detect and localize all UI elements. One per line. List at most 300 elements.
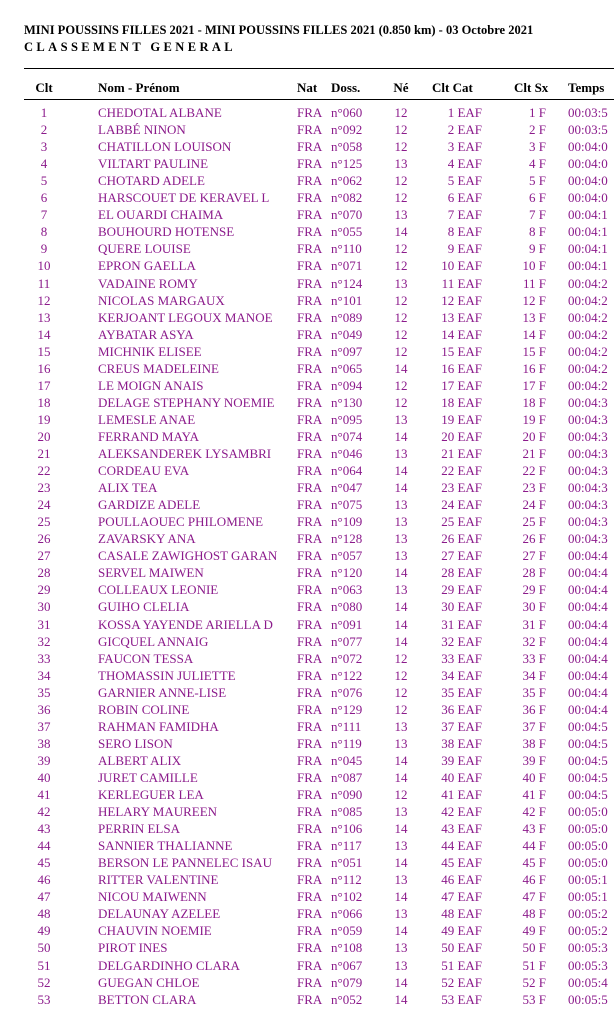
document-title: MINI POUSSINS FILLES 2021 - MINI POUSSINS FILLES 2021 (0.850 km) - 03 Octobre 2021 [24, 23, 534, 37]
row-ne: 12 [394, 122, 408, 138]
row-nom: PERRIN ELSA [98, 821, 180, 837]
row-clt: 20 [37, 428, 51, 444]
row-temps: 00:04:2 [568, 377, 608, 393]
row-clt: 47 [37, 889, 51, 905]
table-row [0, 411, 614, 428]
row-temps: 00:04:2 [568, 360, 608, 376]
row-clt-sx: 20 F [522, 428, 546, 444]
row-nat: FRA [297, 207, 323, 223]
row-temps: 00:04:4 [568, 701, 608, 717]
row-doss: n°064 [331, 463, 363, 479]
row-doss: n°085 [331, 804, 363, 820]
row-nat: FRA [297, 224, 323, 240]
row-temps: 00:04:1 [568, 224, 608, 240]
row-temps: 00:04:4 [568, 650, 608, 666]
header-top-rule [24, 68, 614, 69]
row-clt-cat: 21 EAF [441, 446, 482, 461]
row-clt-sx: 1 F [529, 105, 546, 120]
row-doss: n°095 [331, 411, 363, 427]
row-clt: 6 [40, 190, 48, 206]
table-row [0, 257, 614, 274]
row-ne: 12 [394, 326, 408, 342]
row-doss: n°066 [331, 906, 363, 922]
row-clt: 11 [37, 275, 51, 291]
row-clt-cat: 23 EAF [441, 480, 482, 496]
row-ne: 13 [394, 838, 408, 854]
row-doss: n°110 [331, 241, 362, 257]
row-ne: 13 [394, 531, 408, 547]
table-row [0, 871, 614, 888]
table-row [0, 428, 614, 445]
row-nom: ALEKSANDEREK LYSAMBRI [98, 446, 272, 461]
row-nom: ROBIN COLINE [98, 701, 190, 717]
row-clt-sx: 49 F [522, 923, 546, 939]
row-clt-cat: 11 EAF [441, 275, 482, 291]
row-nat: FRA [297, 769, 323, 785]
row-doss: n°058 [331, 139, 363, 155]
row-doss: n°076 [331, 684, 363, 700]
row-doss: n°087 [331, 769, 363, 785]
row-temps: 00:04:2 [568, 309, 608, 325]
row-clt: 52 [37, 974, 51, 990]
row-ne: 13 [394, 207, 408, 223]
row-nat: FRA [297, 923, 323, 939]
row-ne: 13 [394, 548, 408, 564]
row-ne: 12 [394, 309, 408, 325]
header-nom: Nom - Prénom [98, 80, 180, 95]
table-row [0, 377, 614, 394]
row-clt-cat: 8 EAF [447, 224, 482, 240]
row-clt-sx: 11 F [523, 275, 546, 291]
table-row [0, 564, 614, 581]
row-clt: 37 [37, 718, 51, 734]
row-doss: n°108 [331, 940, 363, 956]
table-row [0, 905, 614, 922]
row-clt: 17 [37, 377, 51, 393]
row-nat: FRA [297, 752, 323, 768]
row-nom: KERLEGUER LEA [98, 787, 204, 802]
row-nom: VADAINE ROMY [98, 275, 198, 291]
row-nat: FRA [297, 428, 323, 444]
row-clt-cat: 1 EAF [447, 105, 482, 120]
table-row [0, 616, 614, 633]
row-clt: 28 [37, 565, 51, 581]
row-nat: FRA [297, 122, 323, 138]
row-clt-cat: 45 EAF [441, 855, 482, 871]
row-clt: 40 [37, 769, 51, 785]
row-temps: 00:05:5 [568, 991, 608, 1007]
row-nat: FRA [297, 411, 323, 427]
row-clt-cat: 15 EAF [441, 343, 482, 359]
row-doss: n°129 [331, 701, 363, 717]
row-nom: CHAUVIN NOEMIE [98, 923, 212, 939]
row-ne: 12 [394, 343, 408, 359]
row-clt-cat: 48 EAF [441, 906, 482, 922]
row-clt-sx: 9 F [529, 241, 546, 257]
row-clt-cat: 10 EAF [441, 258, 482, 274]
row-clt: 30 [37, 599, 51, 615]
row-nom: SERVEL MAIWEN [98, 565, 204, 581]
row-ne: 12 [394, 241, 408, 257]
row-nat: FRA [297, 377, 323, 393]
row-clt-sx: 41 F [522, 787, 546, 802]
row-nat: FRA [297, 957, 323, 973]
row-clt-sx: 8 F [529, 224, 546, 240]
row-nom: NICOLAS MARGAUX [98, 292, 225, 308]
row-clt-cat: 22 EAF [441, 463, 482, 479]
row-clt-cat: 52 EAF [441, 974, 482, 990]
row-temps: 00:04:1 [568, 241, 608, 257]
table-row [0, 769, 614, 786]
row-temps: 00:05:3 [568, 940, 608, 956]
row-clt-sx: 16 F [522, 360, 546, 376]
row-clt-cat: 33 EAF [441, 650, 482, 666]
row-clt-sx: 23 F [522, 480, 546, 496]
row-clt: 32 [37, 633, 51, 649]
row-ne: 14 [394, 769, 408, 785]
row-doss: n°089 [331, 309, 363, 325]
row-clt: 31 [37, 616, 51, 632]
row-doss: n°059 [331, 923, 363, 939]
row-clt-sx: 25 F [522, 514, 546, 530]
table-row [0, 957, 614, 974]
table-row [0, 684, 614, 701]
row-temps: 00:04:2 [568, 326, 608, 342]
row-clt-cat: 14 EAF [441, 326, 482, 342]
table-row [0, 189, 614, 206]
row-temps: 00:04:2 [568, 275, 608, 291]
row-nat: FRA [297, 514, 323, 530]
row-clt-cat: 13 EAF [441, 309, 482, 325]
row-doss: n°120 [331, 565, 363, 581]
row-ne: 12 [394, 787, 408, 802]
row-nom: BOUHOURD HOTENSE [98, 224, 235, 240]
row-ne: 13 [394, 940, 408, 956]
row-doss: n°045 [331, 752, 363, 768]
row-nom: KERJOANT LEGOUX MANOE [98, 309, 273, 325]
row-clt-sx: 22 F [522, 463, 546, 479]
row-clt-sx: 45 F [522, 855, 546, 871]
table-row [0, 326, 614, 343]
row-temps: 00:04:4 [568, 616, 608, 632]
row-nat: FRA [297, 275, 323, 291]
row-nat: FRA [297, 292, 323, 308]
row-temps: 00:04:4 [568, 633, 608, 649]
row-nat: FRA [297, 804, 323, 820]
row-doss: n°130 [331, 394, 363, 410]
row-nom: SERO LISON [98, 735, 173, 751]
table-row [0, 803, 614, 820]
table-row [0, 939, 614, 956]
header-nat: Nat [297, 80, 318, 95]
row-temps: 00:04:3 [568, 446, 608, 461]
row-temps: 00:04:0 [568, 156, 608, 172]
row-nom: LEMESLE ANAE [98, 411, 196, 427]
row-ne: 12 [394, 292, 408, 308]
row-ne: 14 [394, 821, 408, 837]
row-nat: FRA [297, 531, 323, 547]
row-temps: 00:05:0 [568, 821, 608, 837]
row-clt: 48 [37, 906, 51, 922]
row-clt-sx: 32 F [522, 633, 546, 649]
row-clt-sx: 5 F [529, 173, 546, 189]
row-nat: FRA [297, 633, 323, 649]
row-clt: 22 [37, 463, 51, 479]
table-row [0, 735, 614, 752]
row-clt-sx: 15 F [522, 343, 546, 359]
table-row [0, 343, 614, 360]
row-nat: FRA [297, 565, 323, 581]
row-nom: AYBATAR ASYA [98, 326, 194, 342]
row-doss: n°128 [331, 531, 363, 547]
row-temps: 00:04:0 [568, 139, 608, 155]
row-clt-cat: 49 EAF [441, 923, 482, 939]
row-nat: FRA [297, 241, 323, 257]
table-row [0, 223, 614, 240]
row-nat: FRA [297, 735, 323, 751]
row-clt-sx: 19 F [522, 411, 546, 427]
row-clt: 9 [40, 241, 48, 257]
row-clt-sx: 4 F [529, 156, 546, 172]
row-doss: n°117 [331, 838, 362, 854]
row-nat: FRA [297, 684, 323, 700]
row-clt-cat: 38 EAF [441, 735, 482, 751]
row-clt-sx: 38 F [522, 735, 546, 751]
row-clt-cat: 3 EAF [447, 139, 482, 155]
row-ne: 14 [394, 463, 408, 479]
table-row [0, 104, 614, 121]
row-nat: FRA [297, 446, 323, 461]
row-doss: n°052 [331, 991, 363, 1007]
header-temps: Temps [568, 80, 605, 95]
row-temps: 00:04:1 [568, 207, 608, 223]
row-clt-sx: 7 F [529, 207, 546, 223]
row-clt-cat: 2 EAF [447, 122, 482, 138]
row-doss: n°124 [331, 275, 363, 291]
row-nat: FRA [297, 718, 323, 734]
row-ne: 14 [394, 565, 408, 581]
row-clt-cat: 26 EAF [441, 531, 482, 547]
row-clt-cat: 24 EAF [441, 497, 482, 513]
table-row [0, 888, 614, 905]
row-nat: FRA [297, 974, 323, 990]
row-clt-sx: 31 F [522, 616, 546, 632]
row-clt-cat: 44 EAF [441, 838, 482, 854]
row-nom: BETTON CLARA [98, 991, 197, 1007]
table-row [0, 701, 614, 718]
row-clt: 3 [40, 139, 48, 155]
row-temps: 00:04:4 [568, 565, 608, 581]
row-clt-sx: 30 F [522, 599, 546, 615]
document-subtitle: CLASSEMENT GENERAL [24, 40, 237, 54]
row-doss: n°094 [331, 377, 363, 393]
row-clt: 42 [37, 804, 51, 820]
row-temps: 00:04:3 [568, 514, 608, 530]
row-clt: 5 [40, 173, 48, 189]
row-temps: 00:04:4 [568, 582, 608, 598]
header-doss: Doss. [331, 80, 361, 95]
table-row [0, 206, 614, 223]
row-clt: 39 [37, 752, 51, 768]
row-clt-sx: 18 F [522, 394, 546, 410]
table-row [0, 854, 614, 871]
row-temps: 00:05:0 [568, 855, 608, 871]
row-nat: FRA [297, 787, 323, 802]
row-temps: 00:04:5 [568, 769, 608, 785]
table-row [0, 530, 614, 547]
row-nat: FRA [297, 821, 323, 837]
row-clt: 16 [37, 360, 51, 376]
row-ne: 13 [394, 275, 408, 291]
row-ne: 12 [394, 377, 408, 393]
table-row [0, 837, 614, 854]
table-row [0, 650, 614, 667]
row-nom: RITTER VALENTINE [98, 872, 219, 888]
row-clt: 49 [37, 923, 51, 939]
row-clt: 18 [37, 394, 51, 410]
row-clt-cat: 53 EAF [441, 991, 482, 1007]
row-doss: n°057 [331, 548, 363, 564]
row-clt-cat: 27 EAF [441, 548, 482, 564]
row-clt: 14 [37, 326, 51, 342]
row-doss: n°055 [331, 224, 363, 240]
row-clt-cat: 43 EAF [441, 821, 482, 837]
row-nat: FRA [297, 701, 323, 717]
row-clt-cat: 35 EAF [441, 684, 482, 700]
row-doss: n°070 [331, 207, 363, 223]
row-nat: FRA [297, 480, 323, 496]
row-nom: KOSSA YAYENDE ARIELLA D [98, 616, 273, 632]
row-doss: n°111 [331, 718, 362, 734]
row-ne: 12 [394, 650, 408, 666]
row-clt: 51 [37, 957, 51, 973]
row-doss: n°112 [331, 872, 362, 888]
row-nom: DELAGE STEPHANY NOEMIE [98, 394, 275, 410]
table-row [0, 394, 614, 411]
table-row [0, 820, 614, 837]
row-nat: FRA [297, 190, 323, 206]
row-clt-cat: 16 EAF [441, 360, 482, 376]
row-ne: 14 [394, 855, 408, 871]
row-ne: 14 [394, 428, 408, 444]
row-nat: FRA [297, 105, 323, 120]
row-nat: FRA [297, 343, 323, 359]
row-clt-cat: 25 EAF [441, 514, 482, 530]
row-doss: n°082 [331, 190, 363, 206]
table-row [0, 462, 614, 479]
row-clt: 41 [37, 787, 51, 802]
row-temps: 00:05:0 [568, 838, 608, 854]
row-doss: n°102 [331, 889, 363, 905]
row-clt-cat: 32 EAF [441, 633, 482, 649]
row-clt-sx: 40 F [522, 769, 546, 785]
row-nat: FRA [297, 173, 323, 189]
row-nom: GUEGAN CHLOE [98, 974, 200, 990]
row-temps: 00:04:4 [568, 548, 608, 564]
table-row [0, 496, 614, 513]
row-temps: 00:05:0 [568, 804, 608, 820]
row-ne: 13 [394, 872, 408, 888]
row-clt-cat: 46 EAF [441, 872, 482, 888]
row-nom: CORDEAU EVA [98, 463, 190, 479]
row-nat: FRA [297, 326, 323, 342]
row-clt-sx: 13 F [522, 309, 546, 325]
row-doss: n°049 [331, 326, 363, 342]
table-header [0, 79, 614, 96]
row-nat: FRA [297, 394, 323, 410]
row-doss: n°080 [331, 599, 363, 615]
row-nom: COLLEAUX LEONIE [98, 582, 219, 598]
row-doss: n°046 [331, 446, 363, 461]
row-clt: 27 [37, 548, 51, 564]
row-nom: HELARY MAUREEN [98, 804, 218, 820]
table-row [0, 581, 614, 598]
row-doss: n°062 [331, 173, 363, 189]
row-clt: 34 [37, 667, 51, 683]
row-doss: n°109 [331, 514, 363, 530]
row-ne: 13 [394, 957, 408, 973]
table-row [0, 633, 614, 650]
row-nat: FRA [297, 650, 323, 666]
row-ne: 12 [394, 173, 408, 189]
row-doss: n°101 [331, 292, 363, 308]
row-nom: VILTART PAULINE [98, 156, 209, 172]
row-doss: n°097 [331, 343, 363, 359]
table-row [0, 445, 614, 462]
row-nom: POULLAOUEC PHILOMENE [98, 514, 264, 530]
row-temps: 00:04:4 [568, 684, 608, 700]
row-clt-cat: 47 EAF [441, 889, 482, 905]
row-clt-sx: 47 F [522, 889, 546, 905]
row-temps: 00:04:5 [568, 735, 608, 751]
row-doss: n°077 [331, 633, 363, 649]
row-clt-cat: 40 EAF [441, 769, 482, 785]
row-clt-sx: 29 F [522, 582, 546, 598]
row-ne: 12 [394, 701, 408, 717]
table-row [0, 667, 614, 684]
row-clt-cat: 20 EAF [441, 428, 482, 444]
row-doss: n°065 [331, 360, 363, 376]
row-ne: 13 [394, 411, 408, 427]
table-row [0, 479, 614, 496]
row-nom: SANNIER THALIANNE [98, 838, 233, 854]
table-row [0, 547, 614, 564]
row-nat: FRA [297, 463, 323, 479]
table-row [0, 513, 614, 530]
row-clt-cat: 9 EAF [447, 241, 482, 257]
row-clt: 35 [37, 684, 51, 700]
row-temps: 00:05:1 [568, 889, 608, 905]
row-nom: ALBERT ALIX [98, 752, 182, 768]
row-ne: 13 [394, 497, 408, 513]
row-clt-sx: 39 F [522, 752, 546, 768]
row-doss: n°074 [331, 428, 363, 444]
row-clt-cat: 50 EAF [441, 940, 482, 956]
table-row [0, 240, 614, 257]
row-nom: GUIHO CLELIA [98, 599, 190, 615]
row-clt-cat: 28 EAF [441, 565, 482, 581]
row-nom: RAHMAN FAMIDHA [98, 718, 219, 734]
row-clt-cat: 18 EAF [441, 394, 482, 410]
row-clt-sx: 12 F [522, 292, 546, 308]
table-row [0, 974, 614, 991]
row-clt-cat: 51 EAF [441, 957, 482, 973]
row-ne: 14 [394, 616, 408, 632]
row-nat: FRA [297, 616, 323, 632]
row-temps: 00:04:5 [568, 752, 608, 768]
row-temps: 00:04:5 [568, 718, 608, 734]
row-ne: 13 [394, 514, 408, 530]
